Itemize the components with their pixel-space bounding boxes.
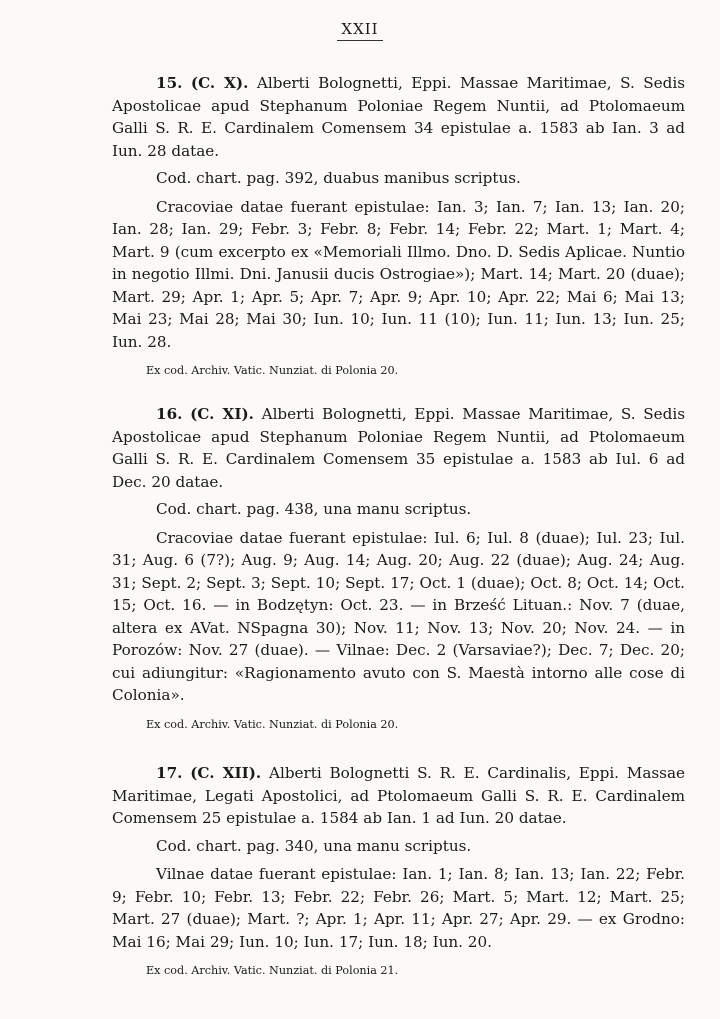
catalog-entry-16 [112,403,685,733]
entry-heading [112,762,685,830]
source-note: Ex cod. Archiv. Vatic. Nunziat. di Polonia 20. [146,364,399,377]
entry-heading-text: Alberti Bolognetti, Eppi. Massae Maritimae, S. Sedis Apostolicae apud Stephanum Poloniae Regem Nuntii, ad Ptolomaeum Galli S. R. E. Cardinalem Comensem 34 epistulae a. 1583 ab Ian. 3 ad Iun. 28 datae. [112,74,686,160]
entry-heading-text: Alberti Bolognetti S. R. E. Cardinalis, Eppi. Massae Maritimae, Legati Apostolici, ad Ptolomaeum Galli S. R. E. Cardinalem Comensem 25 epistulae a. 1584 ab Ian. 1 ad Iun. 20 datae. [112,764,686,827]
codex-description: Cod. chart. pag. 340, una manu scriptus. [156,836,472,855]
entry-heading-text: Alberti Bolognetti, Eppi. Massae Maritimae, S. Sedis Apostolicae apud Stephanum Poloniae Regem Nuntii, ad Ptolomaeum Galli S. R. E. Cardinalem Comensem 35 epistulae a. 1583 ab Iul. 6 ad Dec. 20 datae. [112,405,685,491]
letters-list: Vilnae datae fuerant epistulae: Ian. 1; Ian. 8; Ian. 13; Ian. 22; Febr. 9; Febr. 10; Febr. 13; Febr. 22; Febr. 26; Mart. 5; Mart. 12; Mart. 25; Mart. 27 (duae); Mart. ?; Apr. 1; Apr. 11; Apr. 27; Apr. 29. — ex Grodno: Mai 16; Mai 29; Iun. 10; Iun. 17; Iun. 18; Iun. 20. [112,865,685,951]
catalog-entry-15 [112,72,685,379]
entry-code: (C. XII). [190,764,262,782]
source-note: Ex cod. Archiv. Vatic. Nunziat. di Polonia 20. [146,717,399,731]
catalog-entry-17 [112,762,685,979]
codex-description: Cod. chart. pag. 438, una manu scriptus. [156,500,472,518]
entry-heading [112,72,685,162]
source-note: Ex cod. Archiv. Vatic. Nunziat. di Polonia 21. [146,964,399,977]
entry-number: 17. [156,764,183,782]
entry-code: (C. XI). [190,405,254,423]
entry-number: 16. [156,405,183,423]
entry-number: 15. [156,74,183,92]
letters-list: Cracoviae datae fuerant epistulae: Ian. 3; Ian. 7; Ian. 13; Ian. 20; Ian. 28; Ian. 29; Febr. 3; Febr. 8; Febr. 14; Febr. 22; Mart. 1; Mart. 4; Mart. 9 (cum excerpto ex «Memoriali Illmo. Dno. D. Sedis Aplicae. Nuntio in negotio Illmi. Dni. Janusii ducis Ostrogiae»); Mart. 14; Mart. 20 (duae); Mart. 29; Apr. 1; Apr. 5; Apr. 7; Apr. 9; Apr. 10; Apr. 22; Mai 6; Mai 13; Mai 23; Mai 28; Mai 30; Iun. 10; Iun. 11 (10); Iun. 11; Iun. 13; Iun. 25; Iun. 28. [112,197,685,351]
entry-code: (C. X). [190,74,249,92]
letters-list: Cracoviae datae fuerant epistulae: Iul. 6; Iul. 8 (duae); Iul. 23; Iul. 31; Aug. 6 (7?); Aug. 9; Aug. 14; Aug. 20; Aug. 22 (duae); Aug. 24; Aug. 31; Sept. 2; Sept. 3; Sept. 10; Sept. 17; Oct. 1 (duae); Oct. 8; Oct. 14; Oct. 15; Oct. 16. — in Bodzętyn: Oct. 23. — in Brześć Lituan.: Nov. 7 (duae, altera ex AVat. NSpagna 30); Nov. 11; Nov. 13; Nov. 20; Nov. 24. — in Porozów: Nov. 27 (duae). — Vilnae: Dec. 2 (Varsaviae?); Dec. 7; Dec. 20; cui adiungitur: «Ragionamento avuto con S. Maestà intorno alle cose di Colonia». [112,528,685,704]
entry-heading [112,403,685,493]
codex-description: Cod. chart. pag. 392, duabus manibus scriptus. [156,169,521,187]
page-number: XXII [0,20,720,38]
